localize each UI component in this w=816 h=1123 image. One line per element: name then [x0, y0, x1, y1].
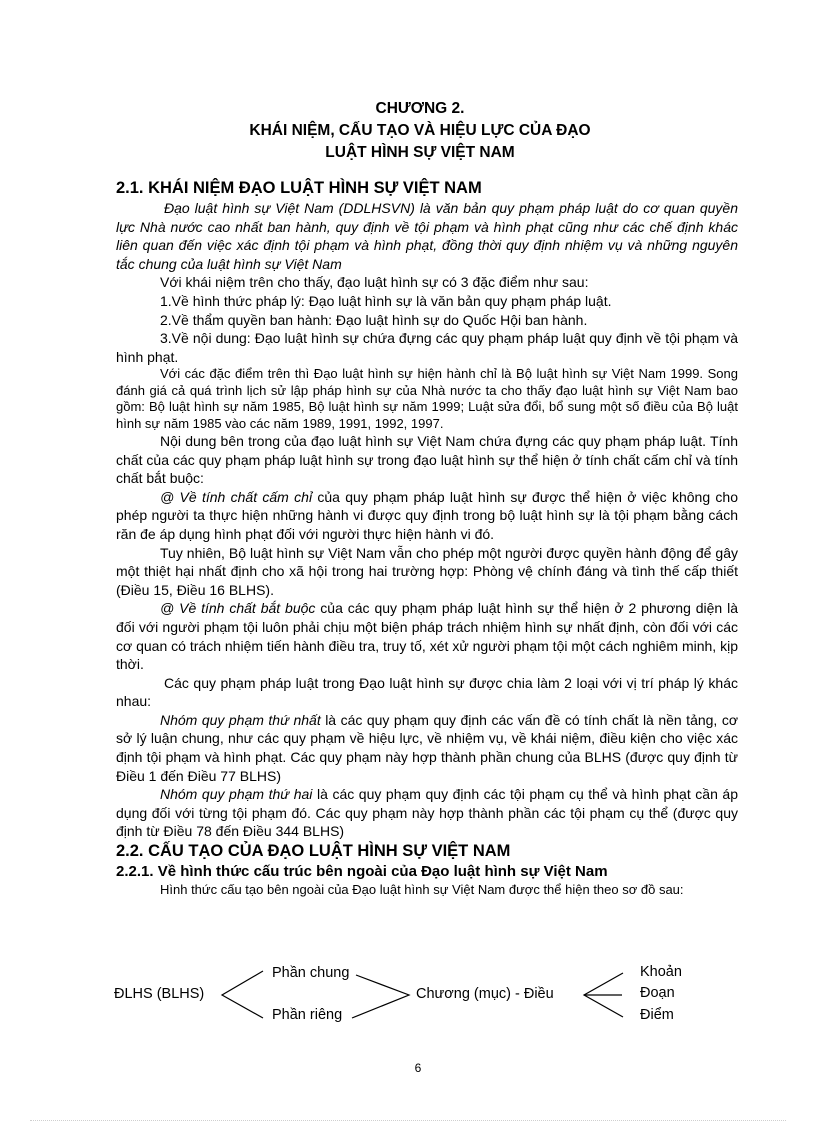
group-2-label: Nhóm quy phạm thứ hai: [160, 786, 313, 803]
exception-paragraph: Tuy nhiên, Bộ luật hình sự Việt Nam vẫn cho phép một người được quyền hành động để gây một thiệt hại nhất định cho xã hội trong hai trường hợp: Phòng vệ chính đáng và tình thế cấp thiết (Điều 15, Điều 16 BLHS).: [116, 544, 738, 598]
diagram-part-general: Phần chung: [272, 965, 350, 981]
history-paragraph: Với các đặc điểm trên thì Đạo luật hình sự hiện hành chỉ là Bộ luật hình sự Việt Nam 1999. Song đánh giá cả quá trình lịch sử lập pháp hình sự của Nhà nước ta cho thấy đạo luật hình sự Việt Nam bao gồm: Bộ luật hình sự năm 1985, Bộ luật hình sự năm 1999; Luật sửa đổi, bổ sung một số điều của Bộ luật hình sự năm 1985 vào các năm 1989, 1991, 1992, 1997.: [116, 366, 738, 431]
prohibit-text: của quy phạm pháp luật hình sự được thể hiện ở việc không cho phép người ta thực hiện những hành vi được quy định trong bộ luật hình sự là tội phạm bằng cách răn đe áp dụng hình phạt đối với người thực hiện hành vi đó.: [116, 488, 738, 542]
section-2-2-heading: 2.2. CẤU TẠO CỦA ĐẠO LUẬT HÌNH SỰ VIỆT NAM: [116, 842, 511, 861]
chapter-title-line-2: LUẬT HÌNH SỰ VIỆT NAM: [325, 144, 515, 161]
section-2-1-heading: 2.1. KHÁI NIỆM ĐẠO LUẬT HÌNH SỰ VIỆT NAM: [116, 179, 482, 197]
diagram-middle: Chương (mục) - Điều: [416, 986, 554, 1002]
feature-3: 3.Về nội dung: Đạo luật hình sự chứa đựng các quy phạm pháp luật quy định về tội phạm và hình phạt.: [116, 330, 738, 365]
diagram-root: ĐLHS (BLHS): [114, 986, 205, 1002]
group-1-text: là các quy phạm quy định các vấn đề có tính chất là nền tảng, cơ sở lý luận chung, như các quy phạm về hiệu lực, về nhiệm vụ, về khái niệm, điều kiện cho việc xác định tội phạm và hình phạt. Các quy phạm này hợp thành phần chung của BLHS (được quy định từ Điều 1 đến Điều 77 BLHS): [116, 711, 738, 784]
root-branch-chevron: [222, 971, 263, 1018]
feature-1: 1.Về hình thức pháp lý: Đạo luật hình sự là văn bản quy phạm pháp luật.: [160, 292, 612, 309]
content-paragraph: Nội dung bên trong của đạo luật hình sự Việt Nam chứa đựng các quy phạm pháp luật. Tính chất của các quy phạm pháp luật hình sự trong đạo luật hình sự thể hiện ở tính chất cấm chỉ và tính chất bắt buộc:: [116, 432, 738, 487]
document-body: [116, 178, 738, 898]
definition-paragraph: Đạo luật hình sự Việt Nam (DDLHSVN) là văn bản quy phạm pháp luật do cơ quan quyền lực Nhà nước cao nhất ban hành, quy định về tội phạm và hình phạt cũng như các chế định khác liên quan đến việc xác định tội phạm và hình phạt, đồng thời quy định nhiệm vụ và những nguyên tắc chung của luật hình sự Việt Nam: [116, 200, 738, 272]
group-1-label: Nhóm quy phạm thứ nhất: [160, 711, 321, 728]
classification-paragraph: Các quy phạm pháp luật trong Đạo luật hình sự được chia làm 2 loại với vị trí pháp lý khác nhau:: [116, 674, 738, 710]
chapter-title-line-1: KHÁI NIỆM, CẤU TẠO VÀ HIỆU LỰC CỦA ĐẠO: [249, 122, 591, 139]
diagram-intro: Hình thức cấu tạo bên ngoài của Đạo luật hình sự Việt Nam được thể hiện theo sơ đồ sau:: [160, 882, 684, 898]
features-intro: Với khái niệm trên cho thấy, đạo luật hình sự có 3 đặc điểm như sau:: [160, 274, 589, 291]
prohibit-paragraph: [116, 488, 738, 544]
group-1-paragraph: [116, 711, 738, 785]
diagram-leaf-3: Điểm: [640, 1007, 674, 1023]
parts-merge-chevron: [352, 975, 409, 1018]
structure-diagram: [100, 955, 720, 1035]
group-2-text: là các quy phạm quy định các tội phạm cụ thể và hình phạt cần áp dụng đối với từng tội phạm đó. Các quy phạm này hợp thành phần các tội phạm cụ thể (được quy định từ Điều 78 đến Điều 344 BLHS): [116, 786, 738, 840]
diagram-leaf-2: Đoạn: [640, 985, 675, 1001]
diagram-part-specific: Phần riêng: [272, 1007, 343, 1023]
group-2-paragraph: [116, 785, 738, 841]
mandatory-label: @ Về tính chất bắt buộc: [160, 600, 316, 617]
chapter-title: [140, 98, 700, 164]
diagram-leaf-1: Khoản: [640, 964, 682, 980]
page-number: 6: [414, 1061, 422, 1075]
feature-2: 2.Về thẩm quyền ban hành: Đạo luật hình sự do Quốc Hội ban hành.: [160, 311, 588, 328]
section-2-2-1-heading: 2.2.1. Về hình thức cấu trúc bên ngoài của Đạo luật hình sự Việt Nam: [116, 863, 608, 881]
chapter-number: CHƯƠNG 2.: [375, 100, 465, 117]
prohibit-label: @ Về tính chất cấm chỉ: [160, 488, 313, 505]
mandatory-text: của các quy phạm pháp luật hình sự thể hiện ở 2 phương diện là đối với người phạm tội luôn phải chịu một biện pháp trách nhiệm hình sự nhất định, còn đối với các cơ quan có trách nhiệm tiến hành điều tra, truy tố, xét xử người phạm tội một cách nghiêm minh, kịp thời.: [116, 600, 739, 673]
diagram-connectors: [100, 955, 720, 1035]
mandatory-paragraph: [116, 599, 738, 673]
page-bottom-border: [30, 1120, 786, 1121]
